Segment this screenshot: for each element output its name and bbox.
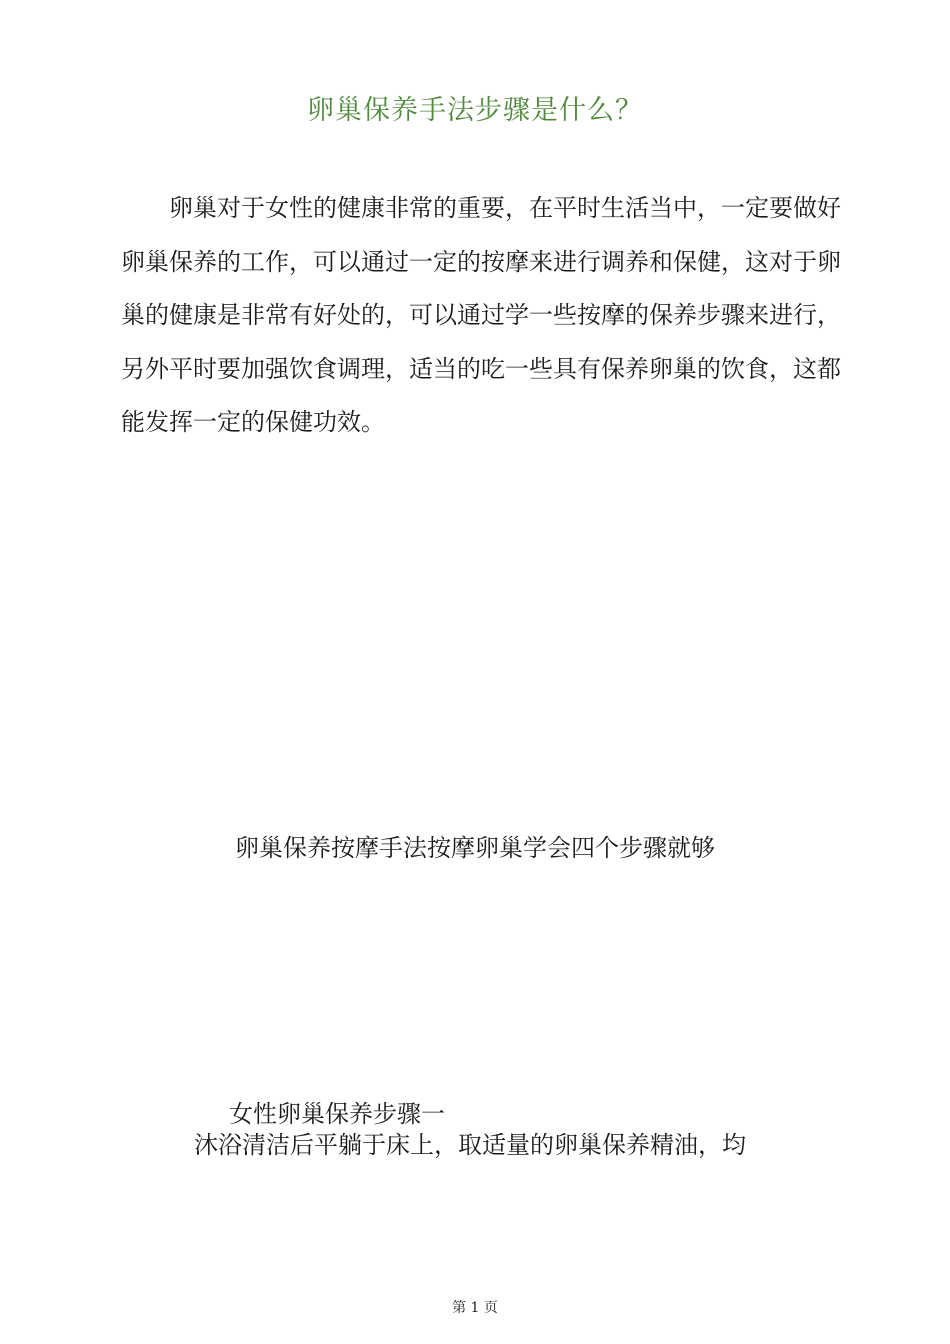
section-heading: 卵巢保养按摩手法按摩卵巢学会四个步骤就够 <box>235 834 715 862</box>
page-title: 卵巢保养手法步骤是什么？ <box>307 95 643 126</box>
intro-paragraph: 卵巢对于女性的健康非常的重要，在平时生活当中，一定要做好卵巢保养的工作，可以通过一定的按摩来进行调养和保健，这对于卵巢的健康是非常有好处的，可以通过学一些按摩的保养步骤来进行，另外平时要加强饮食调理，适当的吃一些具有保养卵巢的饮食，这都能发挥一定的保健功效。 <box>121 194 841 436</box>
step-text: 沐浴清洁后平躺于床上，取适量的卵巢保养精油，均 <box>194 1131 746 1159</box>
page-number: 第 1 页 <box>452 1300 498 1316</box>
step-heading: 女性卵巢保养步骤一 <box>229 1100 445 1128</box>
